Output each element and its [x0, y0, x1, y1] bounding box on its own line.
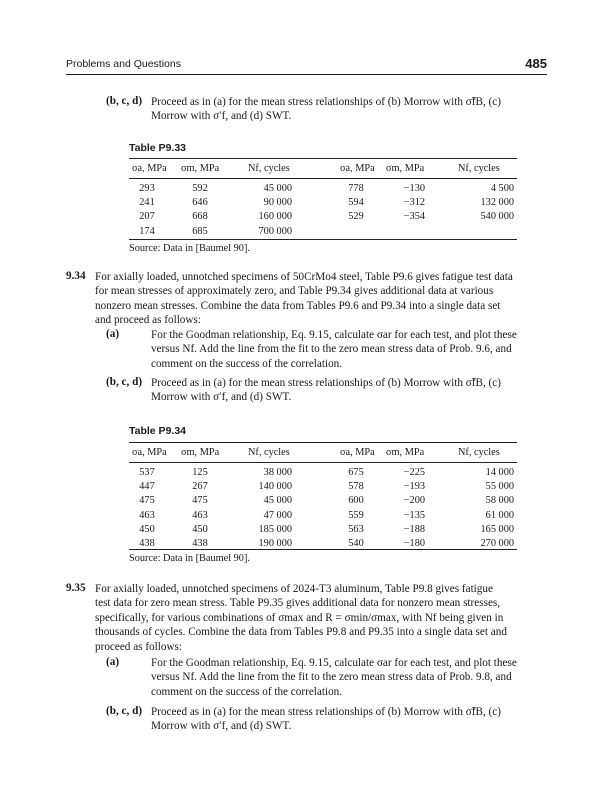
text-line: thousands of cycles. Combine the data from Tables P9.8 and P9.35 into a single data set and [95, 626, 507, 639]
text-line: versus Nf. Add the line from the fit to the zero mean stress data of Prob. 9.8, and [151, 671, 512, 684]
p933-bcd-text [151, 95, 551, 124]
nf-header: Nf, cycles [248, 163, 290, 174]
table-cell: 165 000 [480, 523, 514, 535]
table-cell: 185 000 [258, 523, 292, 535]
table-cell: −135 [403, 509, 425, 521]
table-cell: −312 [403, 197, 425, 209]
nf-header: Nf, cycles [458, 447, 500, 458]
table-cell: −193 [403, 481, 425, 493]
sigma-m-header: σm, MPa [386, 163, 425, 174]
table-cell: 540 000 [480, 211, 514, 223]
table-top-rule [129, 158, 517, 159]
section-title: Problems and Questions [66, 58, 181, 70]
table-cell: 270 000 [480, 538, 514, 549]
text-line: Morrow with σ′f, and (d) SWT. [151, 391, 292, 404]
table-p933-source: Source: Data in [Baumel 90]. [129, 243, 250, 254]
sigma-a-header: σa, MPa [132, 447, 167, 458]
table-cell: 563 [348, 523, 364, 535]
table-cell: 267 [192, 481, 208, 493]
text-line: test data for zero mean stress. Table P9.35 gives additional data for nonzero mean stresses, [95, 597, 501, 610]
table-cell: 58 000 [485, 495, 514, 507]
table-header-rule [129, 462, 517, 463]
table-cell: 475 [192, 495, 208, 507]
text-line: For axially loaded, unnotched specimens of 50CrMo4 steel, Table P9.6 gives fatigue test data [95, 271, 513, 283]
table-bottom-rule [129, 239, 517, 240]
table-cell: 14 000 [485, 467, 514, 478]
text-line: Proceed as in (a) for the mean stress relationships of (b) Morrow with σ̃fB, (c) [151, 706, 501, 718]
table-cell: 207 [139, 211, 155, 223]
table-cell: 668 [192, 211, 208, 223]
table-p933-title: Table P9.33 [129, 142, 187, 154]
p934-a-text [151, 328, 555, 371]
running-header [66, 58, 547, 75]
table-cell: 537 [139, 467, 155, 478]
text-line: Morrow with σ′f, and (d) SWT. [151, 720, 292, 733]
p935-bcd-label: (b, c, d) [106, 705, 143, 717]
sigma-m-header: σm, MPa [386, 447, 425, 458]
table-top-rule [129, 442, 517, 443]
p933-bcd-label: (b, c, d) [106, 95, 143, 107]
table-cell: 132 000 [480, 197, 514, 209]
table-cell: 38 000 [263, 467, 292, 478]
table-cell: 529 [348, 211, 364, 223]
text-line: For axially loaded, unnotched specimens of 2024-T3 aluminum, Table P9.8 gives fatigue [95, 583, 493, 595]
table-cell: 675 [348, 467, 364, 478]
nf-header: Nf, cycles [458, 163, 500, 174]
table-cell: 540 [348, 538, 364, 549]
text-line: for mean stresses of approximately zero, and Table P9.34 gives additional data at various [95, 285, 494, 298]
p934-body [95, 270, 555, 328]
text-line: Morrow with σ′f, and (d) SWT. [151, 110, 292, 123]
table-cell: 4 500 [490, 183, 514, 194]
table-p934-title: Table P9.34 [129, 425, 187, 437]
table-cell: 475 [139, 495, 155, 507]
sigma-m-header: σm, MPa [181, 447, 220, 458]
p935-a-text [151, 656, 555, 699]
table-p934-source: Source: Data in [Baumel 90]. [129, 553, 250, 564]
table-cell: −225 [403, 467, 425, 478]
p935-bcd-text [151, 705, 555, 734]
text-line: and proceed as follows: [95, 314, 201, 327]
text-line: nonzero mean stresses. Combine the data from Tables P9.6 and P9.34 into a single data set [95, 299, 501, 312]
text-line: Proceed as in (a) for the mean stress relationships of (b) Morrow with σ̃fB, (c) [151, 377, 501, 389]
table-cell: 45 000 [263, 495, 292, 507]
table-cell: 438 [139, 538, 155, 549]
table-cell: −354 [403, 211, 425, 223]
table-cell: 438 [192, 538, 208, 549]
table-cell: 600 [348, 495, 364, 507]
table-cell: 140 000 [258, 481, 292, 493]
sigma-a-header: σa, MPa [340, 447, 375, 458]
table-cell: 293 [139, 183, 155, 194]
table-cell: 174 [139, 225, 155, 237]
page-number: 485 [525, 56, 547, 71]
table-cell: −200 [403, 495, 425, 507]
table-cell: 594 [348, 197, 364, 209]
table-cell: 90 000 [263, 197, 292, 209]
text-line: comment on the success of the correlation. [151, 357, 343, 370]
table-header-rule [129, 178, 517, 179]
table-cell: 646 [192, 197, 208, 209]
text-line: Proceed as in (a) for the mean stress relationships of (b) Morrow with σ̃fB, (c) [151, 96, 501, 108]
table-cell: 700 000 [258, 225, 292, 237]
text-line: For the Goodman relationship, Eq. 9.15, calculate σar for each test, and plot these [151, 657, 517, 669]
text-line: specifically, for various combinations of σmax and R = σmin/σmax, with Nf being given in [95, 611, 504, 624]
p935-body [95, 582, 555, 654]
table-cell: 685 [192, 225, 208, 237]
p934-bcd-label: (b, c, d) [106, 376, 143, 388]
sigma-a-header: σa, MPa [340, 163, 375, 174]
table-cell: −130 [403, 183, 425, 194]
text-line: proceed as follows: [95, 640, 182, 653]
text-line: For the Goodman relationship, Eq. 9.15, calculate σar for each test, and plot these [151, 329, 517, 341]
table-cell: 450 [139, 523, 155, 535]
table-cell: 592 [192, 183, 208, 194]
p934-a-label: (a) [106, 328, 120, 340]
table-cell: 241 [139, 197, 155, 209]
table-cell: 45 000 [263, 183, 292, 194]
table-cell: 463 [192, 509, 208, 521]
p934-bcd-text [151, 376, 555, 405]
table-cell: 160 000 [258, 211, 292, 223]
text-line: versus Nf. Add the line from the fit to the zero mean stress data of Prob. 9.6, and [151, 343, 512, 356]
sigma-a-header: σa, MPa [132, 163, 167, 174]
nf-header: Nf, cycles [248, 447, 290, 458]
table-cell: 47 000 [263, 509, 292, 521]
table-cell: −180 [403, 538, 425, 549]
table-cell: 778 [348, 183, 364, 194]
table-cell: 450 [192, 523, 208, 535]
table-cell: 125 [192, 467, 208, 478]
table-cell: 559 [348, 509, 364, 521]
table-cell: 447 [139, 481, 155, 493]
table-cell: 190 000 [258, 538, 292, 549]
table-cell: 578 [348, 481, 364, 493]
table-bottom-rule [129, 549, 517, 550]
p935-a-label: (a) [106, 656, 120, 668]
text-line: comment on the success of the correlation. [151, 685, 343, 698]
table-cell: 463 [139, 509, 155, 521]
table-cell: 55 000 [485, 481, 514, 493]
problem-number-935: 9.35 [66, 582, 86, 594]
table-cell: −188 [403, 523, 425, 535]
table-cell: 61 000 [485, 509, 514, 521]
sigma-m-header: σm, MPa [181, 163, 220, 174]
problem-number-934: 9.34 [66, 270, 86, 282]
